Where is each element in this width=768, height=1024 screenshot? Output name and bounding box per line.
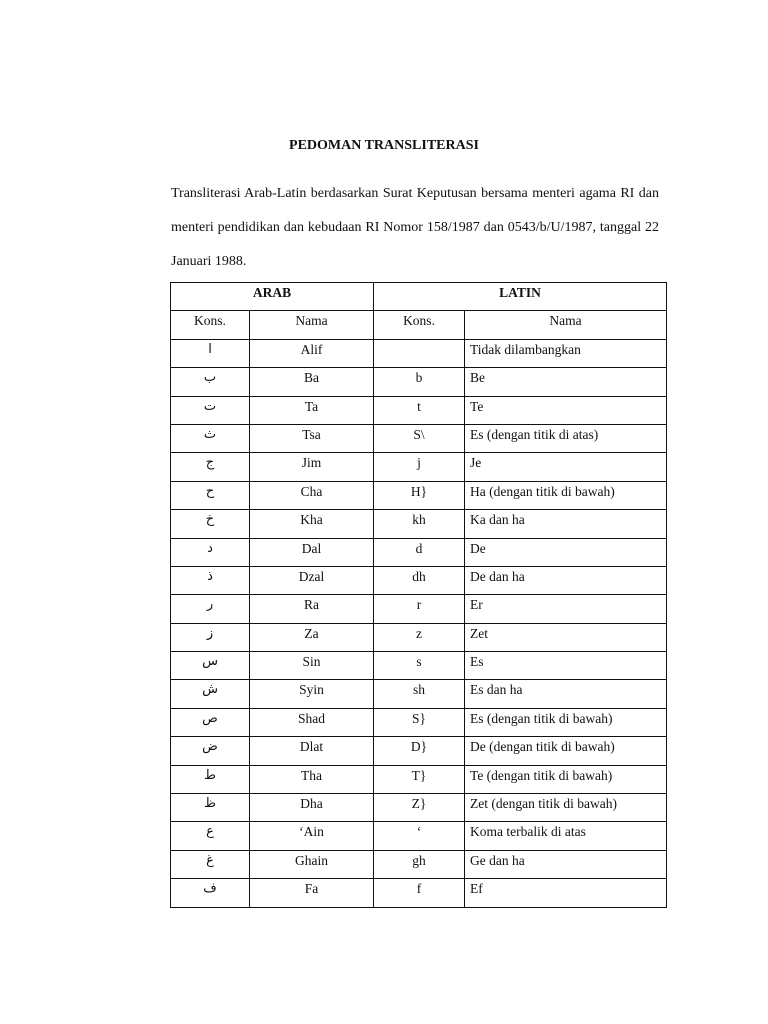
intro-paragraph: Transliterasi Arab-Latin berdasarkan Surat Keputusan bersama menteri agama RI dan menteri pendidikan dan kebudaan RI Nomor 158/1987 dan 0543/b/U/1987, tanggal 22 Januari 1988. [171,186,659,269]
latin-name: De [465,538,667,566]
arabic-letter: د [171,538,250,566]
table-row [171,510,667,538]
table-row [171,879,667,907]
latin-name: De dan ha [465,566,667,594]
arabic-name: ‘Ain [250,822,374,850]
arabic-letter: ت [171,396,250,424]
column-header-row [171,311,667,339]
table-row [171,737,667,765]
arabic-letter: ا [171,339,250,367]
latin-name: Es dan ha [465,680,667,708]
table-row [171,765,667,793]
table-row [171,453,667,481]
arabic-letter: ذ [171,566,250,594]
latin-consonant: b [374,368,465,396]
latin-name: Es [465,652,667,680]
arabic-name: Dlat [250,737,374,765]
arabic-letter: ج [171,453,250,481]
latin-consonant: f [374,879,465,907]
arabic-letter: ض [171,737,250,765]
arabic-name: Shad [250,708,374,736]
arabic-name: Tha [250,765,374,793]
arabic-letter: خ [171,510,250,538]
arabic-letter: ر [171,595,250,623]
latin-consonant: D} [374,737,465,765]
arabic-name: Alif [250,339,374,367]
col-header-arab-kons: Kons. [171,311,250,339]
latin-consonant: z [374,623,465,651]
arabic-name: Za [250,623,374,651]
arabic-name: Tsa [250,424,374,452]
latin-consonant [374,339,465,367]
arabic-name: Sin [250,652,374,680]
arabic-name: Ta [250,396,374,424]
col-header-arab-nama: Nama [250,311,374,339]
latin-consonant: S} [374,708,465,736]
table-row [171,680,667,708]
latin-name: Ef [465,879,667,907]
col-header-latin-nama: Nama [465,311,667,339]
table-row [171,368,667,396]
transliteration-table [170,282,667,908]
table-row [171,623,667,651]
arabic-name: Dal [250,538,374,566]
arabic-name: Ghain [250,850,374,878]
latin-consonant: r [374,595,465,623]
group-header-row [171,283,667,311]
arabic-name: Ba [250,368,374,396]
arabic-name: Syin [250,680,374,708]
table-row [171,652,667,680]
arabic-letter: ز [171,623,250,651]
latin-name: Er [465,595,667,623]
latin-consonant: T} [374,765,465,793]
table-row [171,850,667,878]
latin-name: Je [465,453,667,481]
latin-name: Ka dan ha [465,510,667,538]
latin-consonant: sh [374,680,465,708]
latin-name: Te [465,396,667,424]
table-body [171,283,667,908]
arabic-letter: غ [171,850,250,878]
header-arab: ARAB [171,283,374,311]
latin-name: Te (dengan titik di bawah) [465,765,667,793]
latin-name: De (dengan titik di bawah) [465,737,667,765]
latin-name: Ha (dengan titik di bawah) [465,481,667,509]
arabic-letter: ث [171,424,250,452]
table-row [171,566,667,594]
arabic-name: Jim [250,453,374,481]
arabic-letter: ص [171,708,250,736]
latin-name: Ge dan ha [465,850,667,878]
table-row [171,424,667,452]
latin-name: Koma terbalik di atas [465,822,667,850]
arabic-letter: ح [171,481,250,509]
latin-name: Zet (dengan titik di bawah) [465,794,667,822]
table-row [171,481,667,509]
latin-consonant: Z} [374,794,465,822]
table-row [171,822,667,850]
latin-consonant: s [374,652,465,680]
arabic-name: Dzal [250,566,374,594]
latin-consonant: dh [374,566,465,594]
latin-name: Es (dengan titik di atas) [465,424,667,452]
arabic-letter: ب [171,368,250,396]
latin-name: Tidak dilambangkan [465,339,667,367]
table-row [171,396,667,424]
latin-consonant: H} [374,481,465,509]
arabic-name: Kha [250,510,374,538]
arabic-letter: ظ [171,794,250,822]
arabic-name: Cha [250,481,374,509]
table-row [171,595,667,623]
arabic-letter: ع [171,822,250,850]
arabic-letter: ف [171,879,250,907]
arabic-letter: س [171,652,250,680]
arabic-name: Ra [250,595,374,623]
latin-consonant: kh [374,510,465,538]
col-header-latin-kons: Kons. [374,311,465,339]
latin-consonant: ‘ [374,822,465,850]
arabic-name: Fa [250,879,374,907]
latin-consonant: j [374,453,465,481]
latin-consonant: t [374,396,465,424]
table-row [171,339,667,367]
latin-name: Zet [465,623,667,651]
latin-consonant: d [374,538,465,566]
latin-name: Be [465,368,667,396]
table-row [171,708,667,736]
latin-consonant: gh [374,850,465,878]
table-row [171,794,667,822]
latin-consonant: S\ [374,424,465,452]
arabic-letter: ط [171,765,250,793]
page-title: PEDOMAN TRANSLITERASI [289,138,479,153]
table-row [171,538,667,566]
arabic-name: Dha [250,794,374,822]
arabic-letter: ش [171,680,250,708]
latin-name: Es (dengan titik di bawah) [465,708,667,736]
header-latin: LATIN [374,283,667,311]
